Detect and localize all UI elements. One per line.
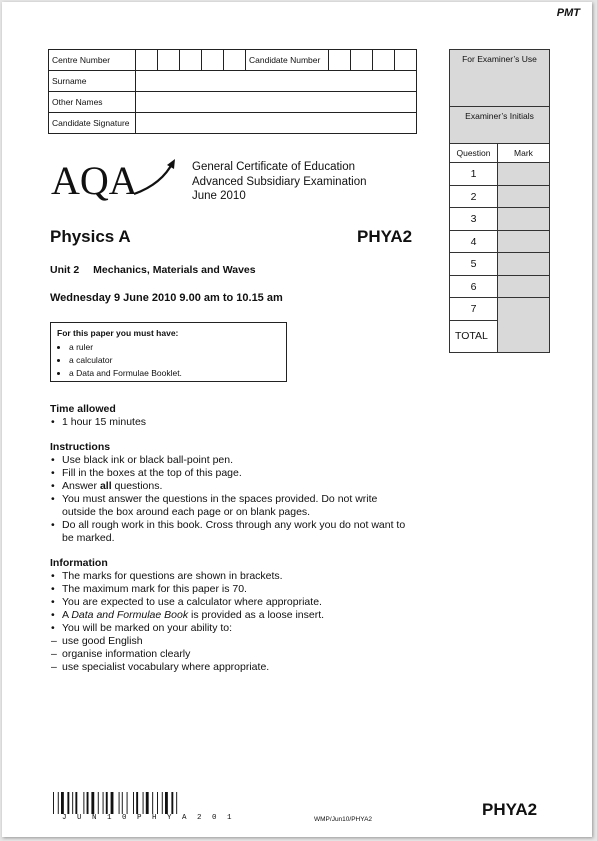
barcode-bar: [111, 792, 114, 814]
instructions-heading: Instructions: [50, 441, 111, 453]
unit-number: Unit 2: [50, 264, 80, 276]
certificate-line: Advanced Subsidiary Examination: [192, 175, 367, 188]
barcode-bar: [75, 792, 77, 814]
list-item: [62, 609, 410, 622]
signature-field[interactable]: [136, 113, 417, 134]
barcode-bar: [53, 792, 54, 814]
list-item: • The marks for questions are shown in brackets.: [62, 570, 410, 583]
candidate-number-box[interactable]: [329, 50, 351, 71]
barcode-bar: [103, 792, 104, 814]
must-have-box: [50, 322, 287, 382]
barcode: [53, 792, 193, 814]
certificate-block: [192, 160, 367, 204]
candidate-number-box[interactable]: [373, 50, 395, 71]
exam-date: Wednesday 9 June 2010 9.00 am to 10.15 am: [50, 292, 283, 304]
list-item: • a calculator: [69, 354, 280, 367]
candidate-number-box[interactable]: [351, 50, 373, 71]
mark-cell: [498, 276, 549, 298]
centre-number-label: Centre Number: [49, 50, 136, 71]
barcode-bar: [87, 792, 89, 814]
other-names-field[interactable]: [136, 92, 417, 113]
information-section: [50, 557, 410, 674]
barcode-bar: [67, 792, 69, 814]
list-item: [62, 480, 410, 493]
answer-tail: questions.: [111, 480, 163, 492]
centre-number-box[interactable]: [224, 50, 246, 71]
list-item: • a Data and Formulae Booklet.: [69, 367, 280, 380]
barcode-bar: [143, 792, 144, 814]
candidate-number-box[interactable]: [395, 50, 417, 71]
sub-list-item: – organise information clearly: [62, 648, 410, 661]
question-number: 7: [450, 298, 498, 320]
question-row: [450, 253, 549, 276]
candidate-details-table: [48, 49, 417, 134]
surname-label: Surname: [49, 71, 136, 92]
mark-column-header: Mark: [498, 144, 549, 163]
book-text: A: [62, 609, 72, 621]
examiner-use-box: [449, 49, 550, 353]
information-heading: Information: [50, 557, 108, 569]
mark-cell: [498, 186, 549, 208]
question-number: 3: [450, 208, 498, 230]
aqa-logo: [50, 154, 180, 204]
time-allowed-section: [50, 403, 410, 429]
barcode-bar: [157, 792, 158, 814]
barcode-bar: [61, 792, 64, 814]
sub-list-item: – use specialist vocabulary where appropriate.: [62, 661, 410, 674]
question-number: 4: [450, 231, 498, 253]
mark-cell: [498, 163, 549, 185]
instructions-section: [50, 441, 410, 545]
signature-label: Candidate Signature: [49, 113, 136, 134]
answer-text: Answer: [62, 480, 100, 492]
footer-paper-code: PHYA2: [482, 800, 538, 819]
time-allowed-heading: Time allowed: [50, 403, 116, 415]
examiner-use-title: For Examiner’s Use: [450, 50, 549, 107]
exam-cover-page: [2, 2, 592, 837]
barcode-bar: [162, 792, 163, 814]
barcode-bar: [72, 792, 73, 814]
barcode-bar: [146, 792, 149, 814]
pmt-mark: PMT: [556, 7, 580, 19]
mark-cell: [498, 253, 549, 275]
sub-list-item: – use good English: [62, 635, 410, 648]
candidate-number-label: Candidate Number: [246, 50, 329, 71]
other-names-label: Other Names: [49, 92, 136, 113]
question-row: [450, 186, 549, 209]
question-column-header: Question: [450, 144, 498, 163]
barcode-bar: [176, 792, 177, 814]
list-item: • a ruler: [69, 341, 280, 354]
list-item: • Fill in the boxes at the top of this page.: [62, 467, 410, 480]
question-number: 6: [450, 276, 498, 298]
list-item: • You are expected to use a calculator where appropriate.: [62, 596, 410, 609]
list-item: • 1 hour 15 minutes: [62, 416, 410, 429]
subject-title: Physics A: [50, 227, 131, 246]
must-have-heading: For this paper you must have:: [57, 328, 179, 338]
barcode-text: J U N 1 0 P H Y A 2 0 1: [62, 814, 235, 822]
barcode-bar: [133, 792, 134, 814]
centre-number-box[interactable]: [180, 50, 202, 71]
question-number: 1: [450, 163, 498, 185]
question-number: 2: [450, 186, 498, 208]
barcode-bar: [165, 792, 168, 814]
must-have-list: [57, 341, 280, 380]
surname-field[interactable]: [136, 71, 417, 92]
question-number: 5: [450, 253, 498, 275]
barcode-bar: [106, 792, 108, 814]
mark-cell: [498, 298, 549, 320]
barcode-bar: [127, 792, 128, 814]
barcode-bar: [58, 792, 59, 814]
question-row: [450, 231, 549, 254]
list-item: • You will be marked on your ability to:: [62, 622, 410, 635]
barcode-bar: [136, 792, 138, 814]
mark-cell: [498, 208, 549, 230]
mark-cell: [498, 231, 549, 253]
question-row: [450, 298, 549, 321]
barcode-bar: [91, 792, 94, 814]
barcode-bar: [83, 792, 84, 814]
list-item: • Do all rough work in this book. Cross through any work you do not want to be marked.: [62, 519, 410, 545]
total-mark-cell: [498, 320, 549, 352]
question-row: [450, 276, 549, 299]
total-row: [450, 320, 549, 352]
answer-bold: all: [99, 480, 112, 492]
list-item: • You must answer the questions in the spaces provided. Do not write outside the box around each page or on blank pages.: [62, 493, 410, 519]
aqa-logo-text: AQA: [51, 158, 138, 203]
unit-line: [50, 264, 256, 276]
paper-reference: WMP/Jun10/PHYA2: [314, 816, 373, 823]
question-row: [450, 163, 549, 186]
unit-title: Mechanics, Materials and Waves: [93, 264, 256, 276]
barcode-bar: [98, 792, 99, 814]
certificate-line: General Certificate of Education: [192, 161, 356, 173]
total-label: TOTAL: [450, 320, 498, 352]
examiner-initials-label: Examiner’s Initials: [450, 107, 549, 144]
centre-number-box[interactable]: [202, 50, 224, 71]
centre-number-box[interactable]: [158, 50, 180, 71]
barcode-bar: [122, 792, 123, 814]
barcode-bar: [119, 792, 120, 814]
book-tail: is provided as a loose insert.: [188, 609, 325, 621]
list-item: • The maximum mark for this paper is 70.: [62, 583, 410, 596]
paper-code: PHYA2: [357, 227, 413, 246]
book-title: Data and Formulae Book: [71, 609, 189, 621]
list-item: • Use black ink or black ball-point pen.: [62, 454, 410, 467]
certificate-line: June 2010: [192, 190, 246, 202]
barcode-bar: [171, 792, 173, 814]
question-row: [450, 208, 549, 231]
centre-number-box[interactable]: [136, 50, 158, 71]
logo-swoosh: [134, 162, 173, 194]
barcode-bar: [152, 792, 153, 814]
